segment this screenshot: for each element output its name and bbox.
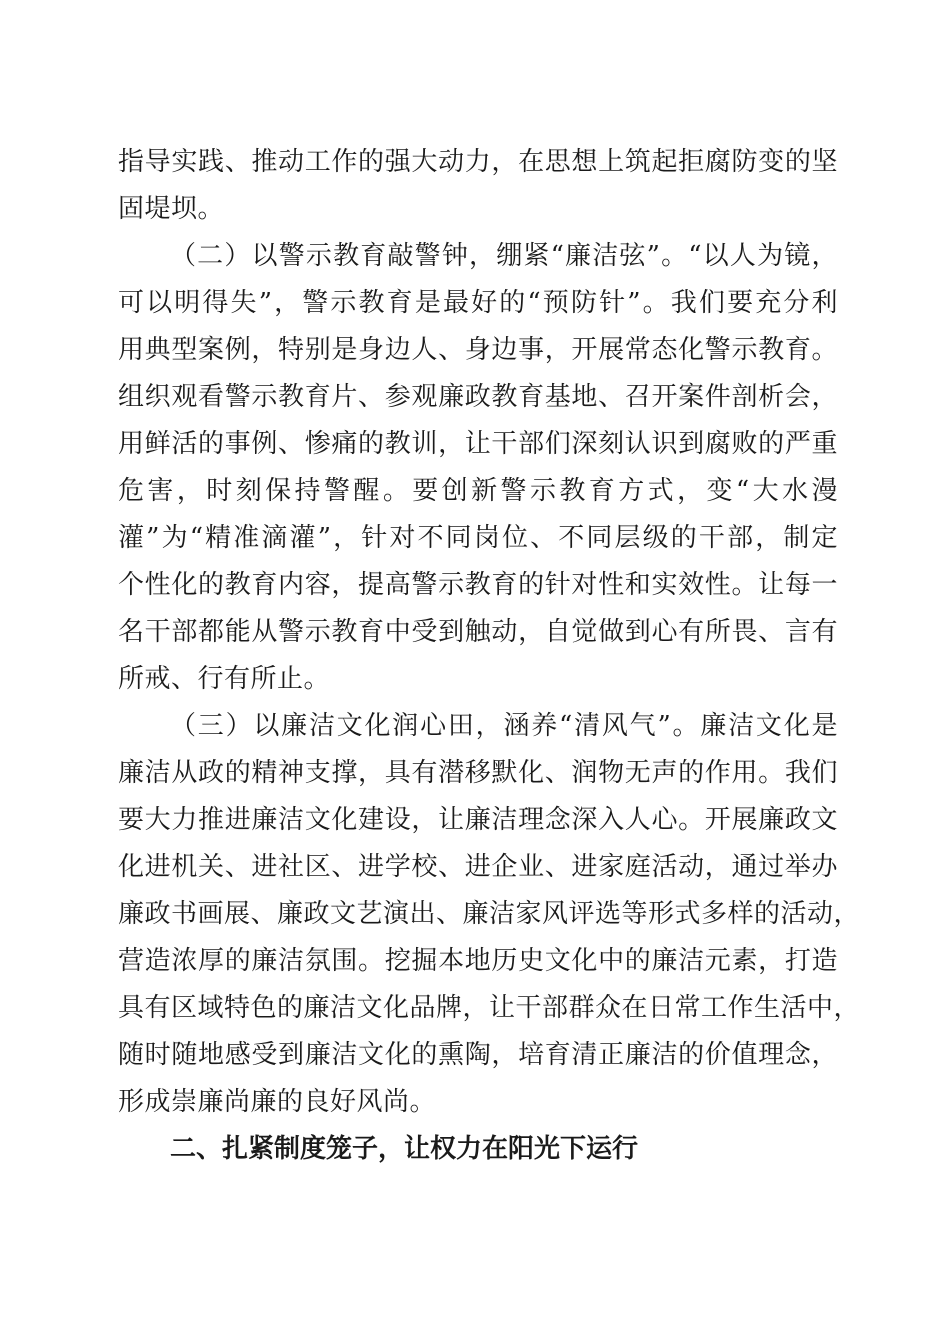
- paragraph-line: 指导实践、推动工作的强大动力，在思想上筑起拒腐防变的坚: [118, 147, 838, 177]
- paragraph-line: 要大力推进廉洁文化建设，让廉洁理念深入人心。开展廉政文: [118, 805, 838, 835]
- paragraph-line: 所戒、行有所止。: [118, 664, 331, 694]
- paragraph-line: 具有区域特色的廉洁文化品牌，让干部群众在日常工作生活中，: [118, 993, 861, 1023]
- paragraph-line: （三）以廉洁文化润心田，涵养“清风气”。廉洁文化是: [170, 711, 838, 741]
- paragraph-line: 固堤坝。: [118, 194, 225, 224]
- paragraph-line: 名干部都能从警示教育中受到触动，自觉做到心有所畏、言有: [118, 617, 838, 647]
- paragraph-line: 化进机关、进社区、进学校、进企业、进家庭活动，通过举办: [118, 852, 838, 882]
- paragraph-line: （二）以警示教育敲警钟，绷紧“廉洁弦”。“以人为镜，: [170, 241, 838, 271]
- paragraph-line: 廉政书画展、廉政文艺演出、廉洁家风评选等形式多样的活动，: [118, 899, 861, 929]
- paragraph-line: 用典型案例，特别是身边人、身边事，开展常态化警示教育。: [118, 335, 838, 365]
- paragraph-line: 灌”为“精准滴灌”，针对不同岗位、不同层级的干部，制定: [118, 523, 838, 553]
- paragraph-line: 随时随地感受到廉洁文化的熏陶，培育清正廉洁的价值理念，: [118, 1040, 838, 1070]
- paragraph-line: 组织观看警示教育片、参观廉政教育基地、召开案件剖析会，: [118, 382, 838, 412]
- paragraph-line: 形成崇廉尚廉的良好风尚。: [118, 1087, 437, 1117]
- paragraph-line: 用鲜活的事例、惨痛的教训，让干部们深刻认识到腐败的严重: [118, 429, 838, 459]
- paragraph-line: 可以明得失”，警示教育是最好的“预防针”。我们要充分利: [118, 288, 838, 318]
- paragraph-line: 个性化的教育内容，提高警示教育的针对性和实效性。让每一: [118, 570, 838, 600]
- paragraph-line: 廉洁从政的精神支撑，具有潜移默化、润物无声的作用。我们: [118, 758, 838, 788]
- paragraph-line: 危害，时刻保持警醒。要创新警示教育方式，变“大水漫: [118, 476, 838, 506]
- section-heading: 二、扎紧制度笼子，让权力在阳光下运行: [170, 1134, 639, 1164]
- paragraph-line: 营造浓厚的廉洁氛围。挖掘本地历史文化中的廉洁元素，打造: [118, 946, 838, 976]
